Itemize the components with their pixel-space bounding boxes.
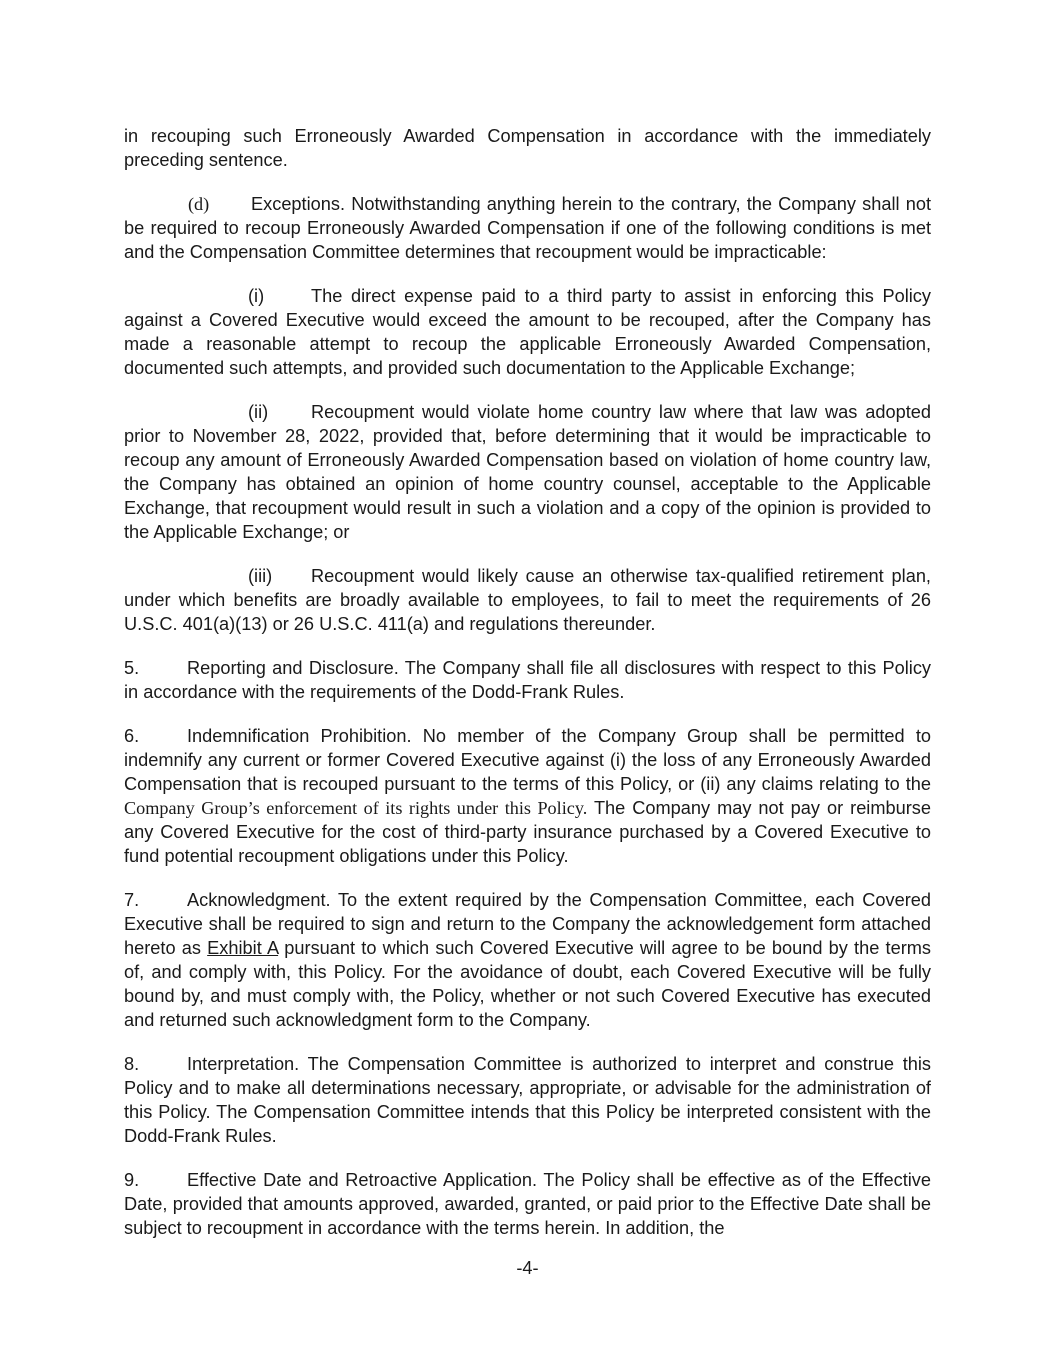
paragraph-text: The direct expense paid to a third party to assist in enforcing this Policy against a Covered Executive would exceed the amount to be recouped, after the Company has made a reasonable attempt to recoup the applicable Erroneously Awarded Compensation, documented such attempts, and provided such documentation to the Applicable Exchange; xyxy=(124,286,931,378)
section-number: 6. xyxy=(124,726,140,746)
section-heading: Effective Date and Retroactive Application. xyxy=(187,1170,538,1190)
section-number: 8. xyxy=(124,1054,140,1074)
section-heading: Interpretation. xyxy=(187,1054,300,1074)
page-number: -4- xyxy=(516,1258,539,1278)
clause-marker: (iii) xyxy=(248,566,273,586)
paragraph-text: pursuant to which such Covered Executive will agree to be bound by the terms of, and comply with, this Policy. For the avoidance of doubt, each Covered Executive will be fully bound by, and must comply with, the Policy, whether or not such Covered Executive has executed and returned such acknowledgment form to the Company. xyxy=(124,938,931,1030)
paragraph-text: No member of the Company Group shall be permitted to indemnify any current or former Covered Executive against (i) the loss of any Erroneously Awarded Compensation that is recouped pursuant to the terms of this Policy, or (ii) any claims relating to the xyxy=(124,726,931,794)
clause-marker: (ii) xyxy=(248,402,269,422)
paragraph-text: The Policy shall be effective as of the Effective Date, provided that amounts approved, awarded, granted, or paid prior to the Effective Date shall be subject to recoupment in accordance with the terms herein. In addition, the xyxy=(124,1170,932,1238)
paragraph-text: in recouping such Erroneously Awarded Compensation in accordance with the immediately preceding sentence. xyxy=(124,126,931,170)
paragraph-text: The Company may not pay or reimburse any Covered Executive for the cost of third-party insurance purchased by a Covered Executive to fund potential recoupment obligations under this Policy. xyxy=(124,798,931,866)
section-7-acknowledgment xyxy=(124,888,931,1032)
paragraph-text: Recoupment would violate home country law where that law was adopted prior to November 28, 2022, provided that, before determining that it would be impracticable to recoup any amount of Erroneously Awarded Compensation based on violation of home country law, the Company has obtained an opinion of home country counsel, acceptable to the Applicable Exchange, that recoupment would result in such a violation and a copy of the opinion is provided to the Applicable Exchange; or xyxy=(124,402,931,542)
paragraph-continuation xyxy=(124,124,931,172)
section-heading: Reporting and Disclosure. xyxy=(187,658,399,678)
paragraph-i xyxy=(124,284,931,380)
section-number: 7. xyxy=(124,890,140,910)
paragraph-ii xyxy=(124,400,931,544)
document-page xyxy=(124,124,931,1260)
paragraph-text: Notwithstanding anything herein to the contrary, the Company shall not be required to recoup Erroneously Awarded Compensation if one of the following conditions is met and the Compensation Committee determines that recoupment would be impracticable: xyxy=(124,194,931,262)
section-heading: Acknowledgment. xyxy=(187,890,331,910)
paragraph-d-exceptions xyxy=(124,192,931,264)
section-9-effective-date xyxy=(124,1168,931,1240)
section-6-indemnification xyxy=(124,724,931,868)
paragraph-text: The Compensation Committee is authorized to interpret and construe this Policy and to make all determinations necessary, appropriate, or advisable for the administration of this Policy. The Compensation Committee intends that this Policy be interpreted consistent with the Dodd-Frank Rules. xyxy=(124,1054,931,1146)
section-5-reporting xyxy=(124,656,931,704)
section-heading: Exceptions. xyxy=(251,194,346,214)
exhibit-reference: Exhibit A xyxy=(207,938,279,958)
subsection-marker: (d) xyxy=(188,194,210,214)
paragraph-text: The Company shall file all disclosures with respect to this Policy in accordance with the requirements of the Dodd-Frank Rules. xyxy=(124,658,932,702)
section-number: 9. xyxy=(124,1170,140,1190)
paragraph-iii xyxy=(124,564,931,636)
section-8-interpretation xyxy=(124,1052,931,1148)
section-number: 5. xyxy=(124,658,140,678)
section-heading: Indemnification Prohibition. xyxy=(187,726,412,746)
clause-marker: (i) xyxy=(248,286,265,306)
paragraph-text: To the extent required by the Compensation Committee, each Covered Executive shall be required to sign and return to the Company the acknowledgement form attached hereto as xyxy=(124,890,931,958)
paragraph-text-serif: Company Group’s enforcement of its rights under this Policy. xyxy=(124,798,588,818)
paragraph-text: Recoupment would likely cause an otherwise tax-qualified retirement plan, under which benefits are broadly available to employees, to fail to meet the requirements of 26 U.S.C. 401(a)(13) or 26 U.S.C. 411(a) and regulations thereunder. xyxy=(124,566,931,634)
